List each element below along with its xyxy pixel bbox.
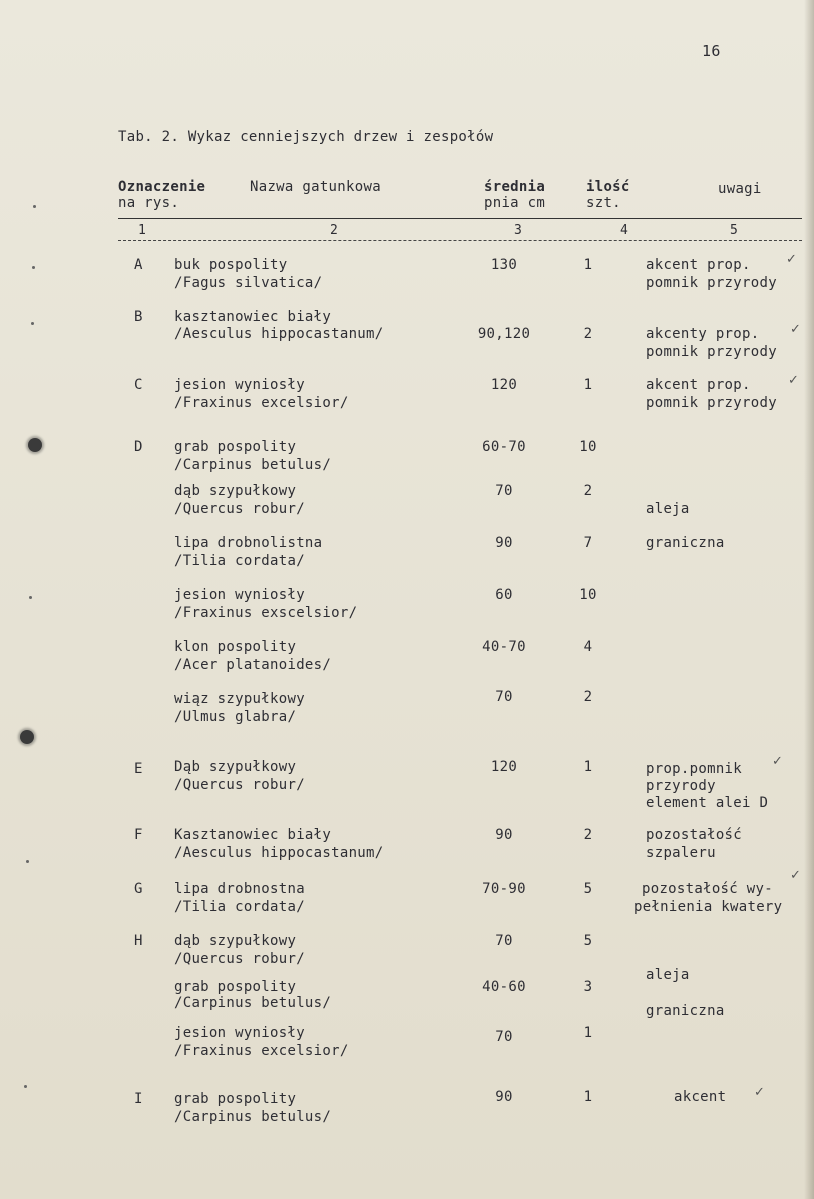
species-latin: /Acer platanoides/ [174,657,332,673]
species-name: dąb szypułkowy [174,933,297,949]
diameter: 130 [490,257,518,273]
count: 1 [583,759,593,775]
diameter: 90 [495,827,513,843]
species-name: jesion wyniosły [174,587,305,603]
remark: pozostałość wy- [642,881,773,897]
row-mark: B [134,309,143,325]
margin-mark [31,322,34,325]
check-mark-icon: ✓ [788,373,799,388]
diameter: 90 [495,535,513,551]
group-remark: aleja [646,501,690,517]
group-remark: graniczna [646,535,725,551]
species-name: grab pospolity [174,439,297,455]
count: 1 [583,377,593,393]
remark: akcent prop. [646,257,751,273]
count: 1 [583,1089,593,1105]
page-edge-shadow [804,0,814,1199]
species-name: grab pospolity [174,979,297,995]
margin-mark [33,205,36,208]
column-number: 1 [138,223,147,238]
species-name: jesion wyniosły [174,1025,305,1041]
remark: pomnik przyrody [646,344,777,360]
species-name: wiąz szypułkowy [174,691,305,707]
margin-mark [24,1085,27,1088]
row-mark: F [134,827,143,843]
header-rule-top [118,218,802,219]
header-diameter: średnia [484,179,546,195]
diameter: 70 [495,933,513,949]
species-latin: /Fraxinus excelsior/ [174,395,349,411]
group-remark: graniczna [646,1003,725,1019]
row-mark: H [134,933,143,949]
count: 5 [583,881,593,897]
row-mark: I [134,1091,143,1107]
column-number: 4 [620,223,629,238]
diameter: 40-70 [482,639,526,655]
row-mark: C [134,377,143,393]
remark: pomnik przyrody [646,275,777,291]
diameter: 90,120 [477,326,531,342]
margin-mark [29,596,32,599]
row-mark: D [134,439,143,455]
header-diameter-unit: pnia cm [484,195,546,211]
count: 2 [583,483,593,499]
column-number: 2 [330,223,339,238]
diameter: 60-70 [482,439,526,455]
diameter: 70 [495,483,513,499]
count: 1 [583,1025,593,1041]
species-latin: /Fagus silvatica/ [174,275,323,291]
row-mark: G [134,881,143,897]
check-mark-icon: ✓ [786,252,797,267]
check-mark-icon: ✓ [790,868,801,883]
punch-hole-lower [20,730,34,744]
count: 5 [583,933,593,949]
header-species-name: Nazwa gatunkowa [250,179,381,195]
species-latin: /Quercus robur/ [174,777,305,793]
diameter: 70 [495,1029,513,1045]
species-name: klon pospolity [174,639,297,655]
remark: pomnik przyrody [646,395,777,411]
species-name: Kasztanowiec biały [174,827,332,843]
species-latin: /Aesculus hippocastanum/ [174,845,384,861]
remark: pełnienia kwatery [634,899,783,915]
row-mark: E [134,761,143,777]
remark: akcent prop. [646,377,751,393]
table-title: Tab. 2. Wykaz cenniejszych drzew i zespołów [118,129,494,145]
remark: akcent [674,1089,727,1105]
header-count: ilość [586,179,630,195]
remark: przyrody [646,778,716,794]
species-name: kasztanowiec biały [174,309,332,325]
remark: akcenty prop. [646,326,760,342]
species-latin: /Quercus robur/ [174,501,305,517]
species-name: Dąb szypułkowy [174,759,297,775]
header-count-unit: szt. [586,195,621,211]
diameter: 60 [495,587,513,603]
check-mark-icon: ✓ [790,322,801,337]
margin-mark [32,266,35,269]
species-name: jesion wyniosły [174,377,305,393]
species-name: lipa drobnostna [174,881,305,897]
species-name: buk pospolity [174,257,288,273]
punch-hole-upper [28,438,42,452]
page-number: 16 [702,42,721,60]
check-mark-icon: ✓ [772,754,783,769]
group-remark: aleja [646,967,690,983]
remark: pozostałość [646,827,743,843]
header-designation: Oznaczenie [118,179,206,195]
species-name: dąb szypułkowy [174,483,297,499]
diameter: 120 [490,759,518,775]
species-latin: /Fraxinus excelsior/ [174,1043,349,1059]
diameter: 70 [495,689,513,705]
column-number: 5 [730,223,739,238]
remark: element alei D [646,795,769,811]
column-number: 3 [514,223,523,238]
count: 10 [579,587,597,603]
margin-mark [26,860,29,863]
species-latin: /Aesculus hippocastanum/ [174,326,384,342]
species-latin: /Tilia cordata/ [174,553,305,569]
count: 2 [583,689,593,705]
diameter: 120 [490,377,518,393]
header-designation-sub: na rys. [118,195,180,211]
species-latin: /Carpinus betulus/ [174,995,332,1011]
species-latin: /Carpinus betulus/ [174,457,332,473]
species-latin: /Tilia cordata/ [174,899,305,915]
count: 10 [579,439,597,455]
header-remarks: uwagi [718,181,762,197]
diameter: 70-90 [482,881,526,897]
count: 4 [583,639,593,655]
row-mark: A [134,257,143,273]
count: 2 [583,827,593,843]
species-latin: /Quercus robur/ [174,951,305,967]
species-latin: /Fraxinus exscelsior/ [174,605,358,621]
diameter: 90 [495,1089,513,1105]
species-latin: /Carpinus betulus/ [174,1109,332,1125]
remark: prop.pomnik [646,761,743,777]
count: 1 [583,257,593,273]
header-rule-bottom [118,240,802,241]
species-name: grab pospolity [174,1091,297,1107]
count: 2 [583,326,593,342]
count: 3 [583,979,593,995]
count: 7 [583,535,593,551]
species-latin: /Ulmus glabra/ [174,709,297,725]
remark: szpaleru [646,845,716,861]
check-mark-icon: ✓ [754,1085,765,1100]
diameter: 40-60 [482,979,526,995]
species-name: lipa drobnolistna [174,535,323,551]
